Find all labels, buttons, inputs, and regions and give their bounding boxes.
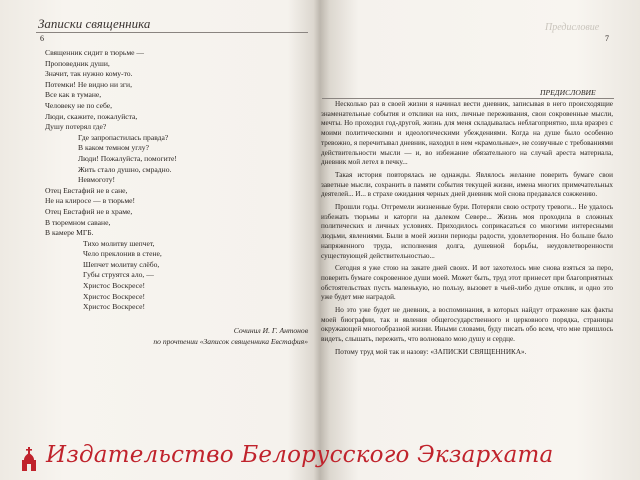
poem — [45, 48, 177, 313]
poem-line: Где запропастилась правда? — [78, 132, 169, 142]
signature-author: Сочинил И. Г. Антонов — [233, 326, 308, 335]
preface-paragraph: Потому труд мой так и назову: «ЗАПИСКИ СВЯЩЕННИКА». — [335, 347, 527, 356]
poem-line: В камере МГБ. — [45, 228, 94, 238]
poem-line: Губы струятся ало, — — [83, 270, 154, 280]
poem-signature — [153, 325, 308, 347]
left-page — [0, 0, 318, 480]
poem-line: Отец Евстафий не в сане, — [45, 185, 128, 195]
poem-line: Христос Воскресе! — [83, 302, 146, 312]
section-title: ПРЕДИСЛОВИЕ — [540, 88, 596, 97]
preface-paragraph: Такая история повторялась не однажды. Являлось желание поверить бумаге свои заветные мысли, сохранить в памяти события текущей жизни, имена многих примечательных деятелей... И... в страхе ожидания черных дней дневник мой снова предавался сожжению. — [321, 170, 613, 199]
publisher-name: Издательство Белорусского Экзархата — [46, 442, 554, 468]
poem-line: Все как в тумане, — [45, 90, 102, 100]
ghost-running-head: Предисловие — [545, 22, 600, 33]
page-number-left: 6 — [40, 34, 44, 43]
poem-line: Шепчет молитву слёбо, — [83, 259, 160, 269]
poem-line: Христос Воскресе! — [83, 281, 146, 291]
preface-paragraph: Но это уже будет не дневник, а воспоминания, в которых найдут отражение как факты моей биографии, так и явления общегосударственного и церковного порядка, страницы окружающей многообразной жизни. Иными словами, буду писать обо всем, что мне пришлось видеть, слышать, пережить, что волновало мою душу и сердце. — [321, 306, 613, 344]
poem-line: Не на клиросе — в тюрьме! — [45, 196, 136, 206]
poem-line: Невмоготу! — [78, 175, 116, 185]
signature-note: по прочтении «Записок священника Евстафия» — [153, 337, 308, 346]
header-divider — [36, 32, 308, 33]
poem-line: Жить стало душно, смрадно. — [78, 164, 172, 174]
poem-line: В каком темном углу? — [78, 143, 149, 153]
preface-paragraph: Несколько раз в своей жизни я начинал вести дневник, записывая в него происходящие знаменательные события и отклики на них, личные переживания, свои сокровенные мысли, мечты. Но проходил год-другой, жизнь для меня складывалась неблагоприятно, шла вразрез с моими политическими и идеологическими убеждениями. Когда на душе было особенно тревожно, я перечитывал дневник, находил в нем «крамольные», не созвучные с требованиями действительности мысли — и, во избежание обязательного на случай ареста материала, дневник мой летел в печку... — [321, 100, 613, 167]
page-number-right: 7 — [605, 34, 609, 43]
poem-line: Человеку не по себе, — [45, 100, 113, 110]
poem-line: Проповедник души, — [45, 58, 110, 68]
poem-line: Отец Евстафий не в храме, — [45, 206, 133, 216]
poem-line: Люди! Пожалуйста, помогите! — [78, 153, 177, 163]
preface-paragraph: Сегодня я уже стою на закате дней своих. И вот захотелось мне снова взяться за перо, поверить бумаге сокровенное души моей. Может быть, труд этот принесет при благоприятных обстоятельствах пусть маленькую, но пользу, вызовет в чьей-либо душе отклик, и одно это уже будет мне наградой. — [321, 264, 613, 302]
poem-line: Душу потерял где? — [45, 122, 107, 132]
section-divider — [322, 98, 614, 99]
poem-line: Потемки! Не видно ни зги, — [45, 79, 132, 89]
poem-line: Значит, так нужно кому-то. — [45, 69, 133, 79]
poem-line: Тихо молитву шепчет, — [83, 238, 155, 248]
preface-paragraph: Прошли годы. Отгремели жизненные бури. Потеряли свою остроту тревоги... Не удалось избежать тюрьмы и каторги на далеком Севере... Жизнь моя проходила в сложных политических и личных условиях. Приходилось соприкасаться со многими интересными людьми, явлениями. Были в моей жизни периоды радости, удовлетворения. Но больше было напряженного труда, исполнения долга, душевной борьбы, неудовлетворенности существующей действительностью... — [321, 203, 613, 260]
poem-line: Чело преклонив в стене, — [83, 249, 162, 259]
preface-text — [321, 100, 613, 361]
poem-line: Священник сидит в тюрьме — — [45, 48, 145, 57]
poem-line: Христос Воскресе! — [83, 291, 146, 301]
church-icon — [20, 447, 38, 473]
poem-line: В тюремном саване, — [45, 217, 111, 227]
running-head-left: Записки священника — [38, 16, 151, 31]
poem-line: Люди, скажите, пожалуйста, — [45, 111, 138, 121]
